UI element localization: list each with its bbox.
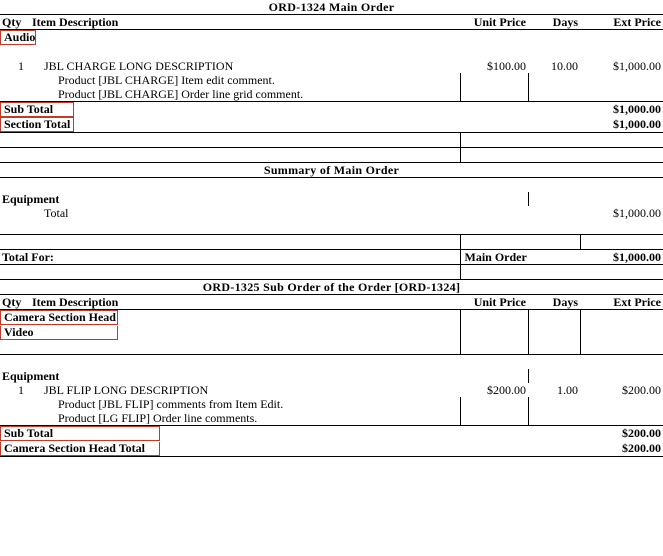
line-days: 1.00 [557,383,578,397]
sub-spacer-desc [30,355,460,370]
line-comment: Product [JBL CHARGE] Order line grid comment. [58,87,304,101]
spacer-cell-ext [580,45,663,59]
sub-order-title-row [0,280,663,295]
summary-title-row [0,163,663,178]
comment-ext-blank [580,73,663,87]
col-header-unit-price: Unit Price [473,295,526,309]
video-rule-unit [460,340,528,355]
sub-total-days-blank [528,102,580,118]
video-days-blank [528,325,580,340]
sub-equipment-row [0,369,663,383]
line-qty: 1 [18,59,24,73]
audio-group-blank-unit [460,30,528,46]
video-rule-ext [580,340,663,355]
camera-section-head-cell [0,310,460,326]
empty-block-cell-left [0,148,460,163]
section-total-value: $1,000.00 [613,117,661,131]
summary-total-row [0,206,663,220]
main-order-header-row [0,15,663,30]
camera-section-head-total-row [0,441,663,457]
summary-rule-ext [580,220,663,235]
video-ext-blank [580,325,663,340]
sub-order-title: ORD-1325 Sub Order of the Order [ORD-1324] [202,280,461,294]
summary-spacer-row [0,178,663,193]
col-header-days: Days [552,295,578,309]
summary-title: Summary of Main Order [263,163,400,177]
comment2-ext-blank [580,87,663,102]
summary-total-unit-blank [460,206,528,220]
camera-section-head-total-label: Camera Section Head Total [0,442,160,456]
camera-head-unit-blank [460,310,528,326]
sub-comment2-qty-blank [0,411,30,426]
line-comment-row [0,87,663,102]
video-unit-blank [460,325,528,340]
line-ext-price: $200.00 [622,383,661,397]
comment-days-blank [528,73,580,87]
empty-block-cell-left [0,133,460,148]
sub-total-label: Sub Total [0,426,160,441]
summary-spacer-desc [30,178,460,193]
section-total-label: Section Total [0,117,74,132]
table-row [0,59,663,73]
sub-order-header-row [0,295,663,310]
summary-rule-row [0,220,663,235]
summary-total-value: $1,000.00 [613,206,661,220]
sub-spacer-days [528,355,580,370]
comment2-qty-blank [0,87,30,102]
spacer-cell-desc [30,45,460,59]
sub-total-value: $1,000.00 [613,102,661,116]
comment-qty-blank [0,73,30,87]
summary-total-qty-blank [0,206,30,220]
sub-comment-unit-blank [460,397,528,411]
summary-spacer-qty [0,178,30,193]
line-comment: Product [JBL CHARGE] Item edit comment. [58,73,275,87]
sub-spacer-qty [0,355,30,370]
col-header-ext-price: Ext Price [613,15,661,29]
col-header-qty: Qty [2,15,22,29]
video-group-row [0,325,663,340]
line-comment-row [0,397,663,411]
summary-equipment-days-blank [528,192,580,206]
sub-comment-ext-blank [580,397,663,411]
sub-spacer-ext [580,355,663,370]
sub-comment2-days-blank [528,411,580,426]
sub-total-label-cell [0,102,460,118]
empty-block-row [0,148,663,163]
total-for-label: Total For: [0,250,460,265]
sub-order-sub-total-unit-blank [460,426,528,442]
line-description: JBL CHARGE LONG DESCRIPTION [44,59,234,73]
col-header-unit-price: Unit Price [473,15,526,29]
sub-order-sub-total-days-blank [528,426,580,442]
summary-group-label: Equipment [0,192,528,206]
camera-section-head-row [0,310,663,326]
summary-rule-desc [30,220,460,235]
empty-block-row [0,133,663,148]
empty-block-row [0,265,663,280]
section-total-label-cell [0,117,460,133]
sub-comment2-ext-blank [580,411,663,426]
col-header-ext-price: Ext Price [613,295,661,309]
spacer-cell-qty [0,45,30,59]
comment2-unit-blank [460,87,528,102]
audio-group-blank-days [528,30,580,46]
sub-comment-qty-blank [0,397,30,411]
camera-total-days-blank [528,441,580,457]
total-for-value: $1,000.00 [613,250,661,264]
camera-section-head-total-label-cell [0,441,460,457]
sub-total-value: $200.00 [622,426,661,440]
camera-section-head-label: Camera Section Head [0,310,118,325]
col-header-item-description: Item Description [32,15,119,29]
summary-spacer-days [528,178,580,193]
section-total-unit-blank [460,117,528,133]
main-order-title: ORD-1324 Main Order [268,0,395,14]
section-total-days-blank [528,117,580,133]
main-order-title-row [0,0,663,15]
empty-block-cell-left [0,235,460,250]
audio-group-row [0,30,663,46]
line-ext-price: $1,000.00 [613,59,661,73]
col-header-days: Days [552,15,578,29]
comment2-days-blank [528,87,580,102]
line-qty: 1 [18,383,24,397]
camera-section-head-total-value: $200.00 [622,441,661,455]
audio-group-cell [0,30,460,46]
summary-spacer-ext [580,178,663,193]
spacer-after-audio [0,45,663,59]
sub-comment2-unit-blank [460,411,528,426]
video-group-cell [0,325,460,340]
sub-equipment-ext-blank [580,369,663,383]
line-description: JBL FLIP LONG DESCRIPTION [44,383,209,397]
sub-spacer-row [0,355,663,370]
sub-total-row [0,102,663,118]
summary-rule-unit [460,220,528,235]
empty-block-row [0,235,663,250]
summary-rule-qty [0,220,30,235]
empty-block-cell-mid [460,235,580,250]
line-days: 10.00 [551,59,578,73]
camera-total-unit-blank [460,441,528,457]
sub-spacer-unit [460,355,528,370]
line-comment-row [0,73,663,87]
line-comment: Product [JBL FLIP] comments from Item Edit. [58,397,284,411]
empty-block-cell-right [460,133,663,148]
sub-order-sub-total-row [0,426,663,442]
camera-head-days-blank [528,310,580,326]
line-unit-price: $100.00 [487,59,526,73]
sub-order-sub-total-label-cell [0,426,460,442]
empty-block-cell-left [0,265,460,280]
col-header-item-description: Item Description [32,295,119,309]
summary-total-days-blank [528,206,580,220]
table-row [0,383,663,397]
col-header-qty: Qty [2,295,22,309]
video-group-label: Video [0,326,118,340]
video-rule-desc [30,340,460,355]
line-comment: Product [LG FLIP] Order line comments. [58,411,258,425]
line-unit-price: $200.00 [487,383,526,397]
total-for-row [0,250,663,265]
empty-block-cell-right [460,148,663,163]
sub-comment-days-blank [528,397,580,411]
summary-equipment-ext-blank [580,192,663,206]
summary-spacer-unit [460,178,528,193]
sub-total-unit-blank [460,102,528,118]
spacer-cell-unit [460,45,528,59]
sub-total-label: Sub Total [0,102,74,117]
audio-group-blank-ext [580,30,663,46]
spacer-cell-days [528,45,580,59]
line-comment-row [0,411,663,426]
camera-head-ext-blank [580,310,663,326]
summary-rule-days [528,220,580,235]
summary-equipment-row [0,192,663,206]
section-total-row [0,117,663,133]
summary-total-label: Total [44,206,69,220]
comment-unit-blank [460,73,528,87]
video-rule-row [0,340,663,355]
sub-equipment-days-blank [528,369,580,383]
video-rule-days [528,340,580,355]
video-rule-qty [0,340,30,355]
empty-block-cell-right [460,265,663,280]
empty-block-cell-right [580,235,663,250]
total-for-name: Main Order [464,250,527,264]
sub-group-label-equipment: Equipment [0,369,528,383]
audio-group-label: Audio [0,30,36,45]
